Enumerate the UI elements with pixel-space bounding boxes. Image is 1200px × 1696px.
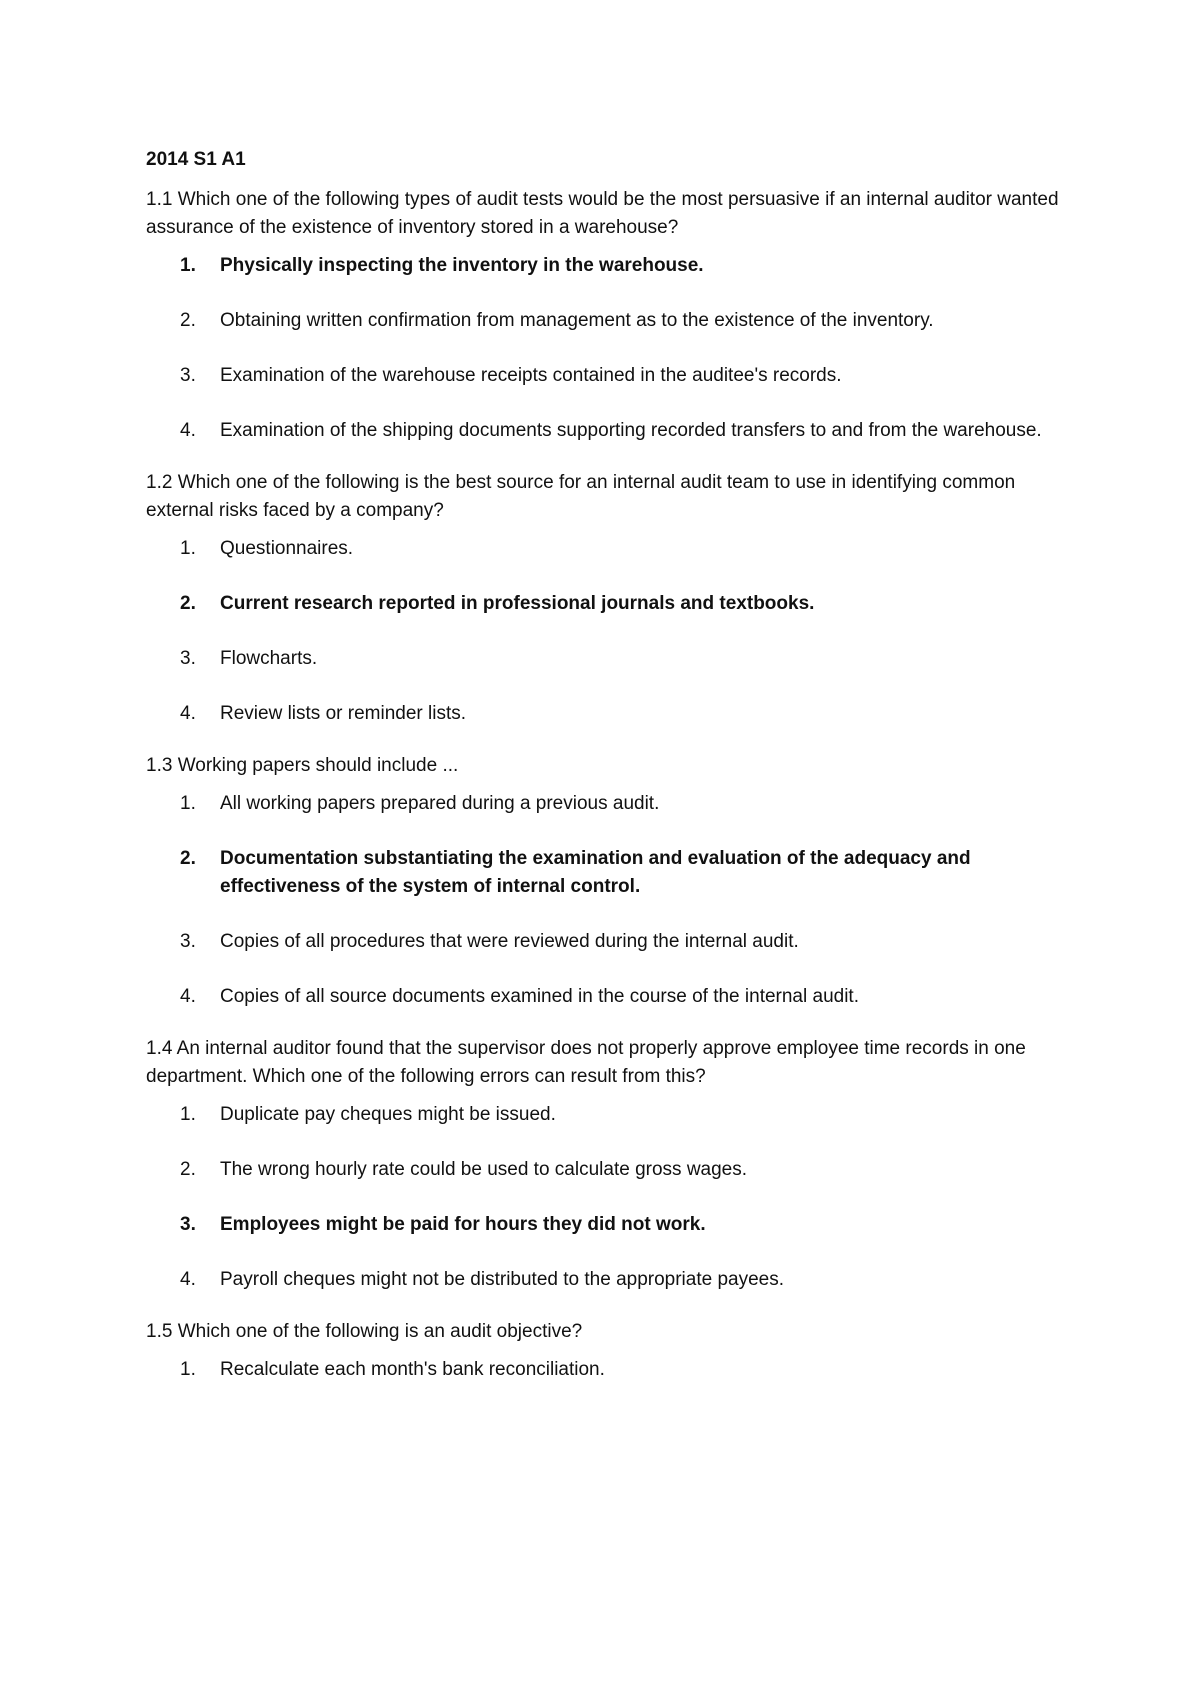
option-number: 4. <box>180 986 196 1007</box>
option-text: Review lists or reminder lists. <box>220 703 466 724</box>
option-number: 4. <box>180 1269 196 1290</box>
question-text: 1.5 Which one of the following is an audit objective? <box>146 1321 583 1342</box>
option-text: The wrong hourly rate could be used to calculate gross wages. <box>220 1159 748 1180</box>
question-text: 1.4 An internal auditor found that the supervisor does not properly approve employee time records in one department. Which one of the following errors can result from this? <box>146 1038 1026 1087</box>
option-item <box>146 700 1076 728</box>
option-item <box>146 845 1076 901</box>
option-text: All working papers prepared during a previous audit. <box>220 793 660 814</box>
option-list <box>146 252 1076 445</box>
option-text: Duplicate pay cheques might be issued. <box>220 1104 556 1125</box>
option-item <box>146 362 1076 390</box>
option-text: Recalculate each month's bank reconciliation. <box>220 1359 605 1380</box>
option-item <box>146 1156 1076 1184</box>
option-item <box>146 645 1076 673</box>
option-number: 1. <box>180 1104 196 1125</box>
question-text: 1.1 Which one of the following types of audit tests would be the most persuasive if an internal auditor wanted assurance of the existence of inventory stored in a warehouse? <box>146 189 1059 238</box>
option-list <box>146 1101 1076 1294</box>
option-text: Examination of the warehouse receipts contained in the auditee's records. <box>220 365 842 386</box>
option-text: Current research reported in professional journals and textbooks. <box>220 593 815 614</box>
option-number: 3. <box>180 365 196 386</box>
option-text: Payroll cheques might not be distributed to the appropriate payees. <box>220 1269 785 1290</box>
option-text: Questionnaires. <box>220 538 354 559</box>
option-item <box>146 590 1076 618</box>
option-list <box>146 535 1076 728</box>
option-list <box>146 1356 1076 1384</box>
option-item <box>146 790 1076 818</box>
question-1-2 <box>146 469 1076 728</box>
question-1-1 <box>146 186 1076 445</box>
question-1-4 <box>146 1035 1076 1294</box>
option-text: Copies of all source documents examined in the course of the internal audit. <box>220 986 859 1007</box>
option-number: 3. <box>180 1214 196 1235</box>
option-list <box>146 790 1076 1011</box>
document-title: 2014 S1 A1 <box>146 149 246 170</box>
option-item <box>146 983 1076 1011</box>
option-number: 2. <box>180 593 196 614</box>
option-text: Obtaining written confirmation from management as to the existence of the inventory. <box>220 310 934 331</box>
option-item <box>146 307 1076 335</box>
document-page <box>146 146 1076 1408</box>
option-number: 1. <box>180 1359 196 1380</box>
option-number: 2. <box>180 1159 196 1180</box>
option-number: 4. <box>180 703 196 724</box>
option-text: Copies of all procedures that were reviewed during the internal audit. <box>220 931 799 952</box>
option-number: 3. <box>180 648 196 669</box>
option-number: 2. <box>180 310 196 331</box>
option-item <box>146 1211 1076 1239</box>
option-number: 1. <box>180 538 196 559</box>
question-1-3 <box>146 752 1076 1011</box>
option-number: 3. <box>180 931 196 952</box>
option-text: Physically inspecting the inventory in the warehouse. <box>220 255 704 276</box>
option-item <box>146 928 1076 956</box>
question-1-5 <box>146 1318 1076 1384</box>
option-text: Flowcharts. <box>220 648 318 669</box>
question-text: 1.3 Working papers should include ... <box>146 755 459 776</box>
option-number: 4. <box>180 420 196 441</box>
option-item <box>146 1266 1076 1294</box>
option-text: Employees might be paid for hours they did not work. <box>220 1214 706 1235</box>
option-text: Documentation substantiating the examination and evaluation of the adequacy and effectiveness of the system of internal control. <box>220 848 971 897</box>
option-text: Examination of the shipping documents supporting recorded transfers to and from the warehouse. <box>220 420 1042 441</box>
option-item <box>146 1356 1076 1384</box>
option-item <box>146 252 1076 280</box>
option-item <box>146 1101 1076 1129</box>
option-item <box>146 535 1076 563</box>
question-text: 1.2 Which one of the following is the best source for an internal audit team to use in identifying common external risks faced by a company? <box>146 472 1016 521</box>
option-number: 2. <box>180 848 196 869</box>
option-number: 1. <box>180 255 196 276</box>
option-item <box>146 417 1076 445</box>
option-number: 1. <box>180 793 196 814</box>
